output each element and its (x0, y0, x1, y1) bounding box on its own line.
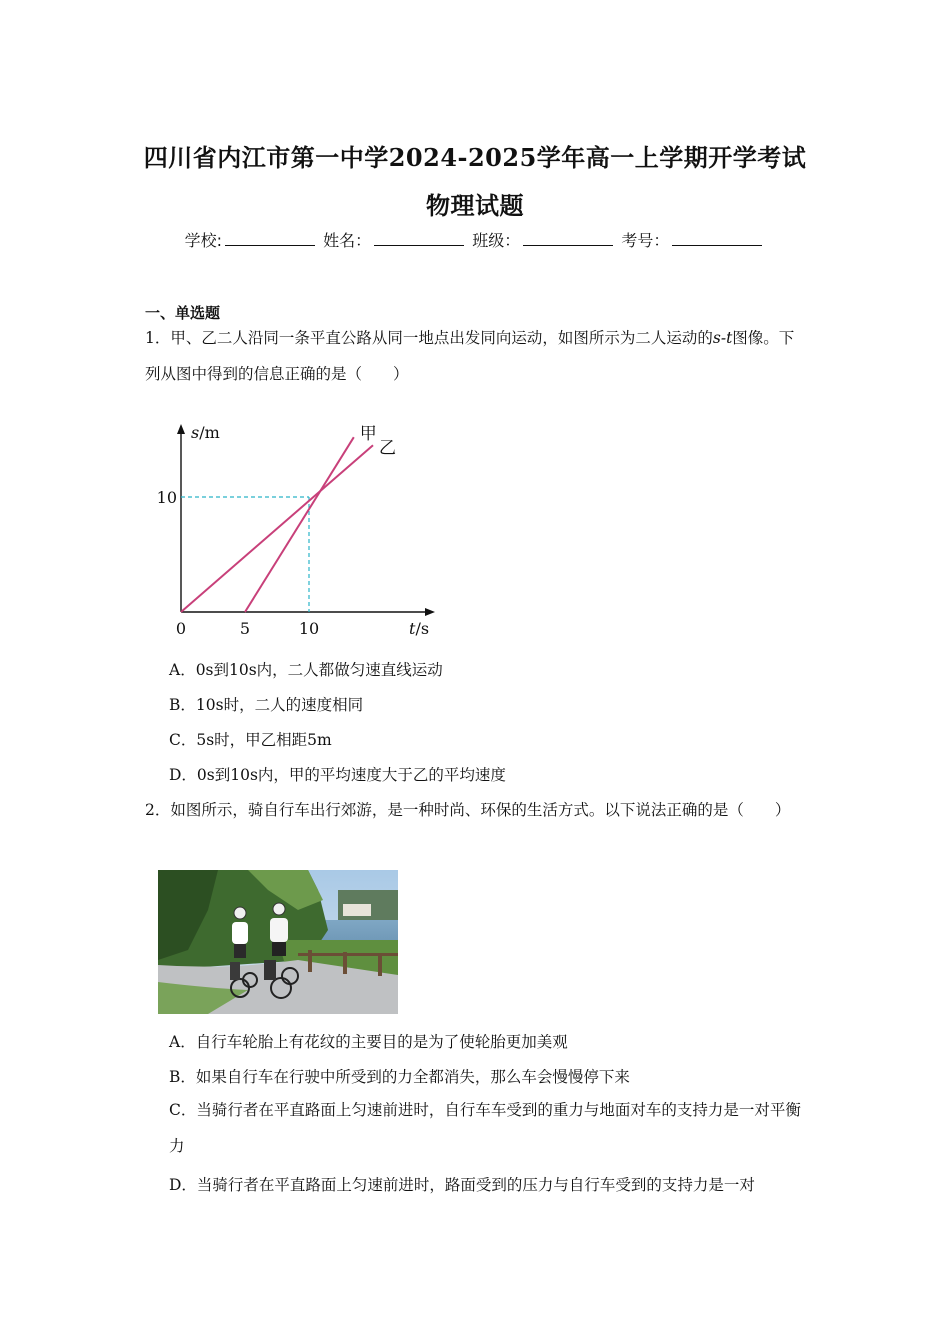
q2-option-d[interactable]: D．当骑行者在平直路面上匀速前进时，路面受到的压力与自行车受到的支持力是一对 (169, 1176, 755, 1194)
series-label-2: 乙 (379, 438, 396, 459)
school-blank (225, 231, 315, 246)
exam-title: 四川省内江市第一中学2024-2025学年高一上学期开学考试 (143, 143, 807, 172)
exam-number-blank (672, 231, 762, 246)
q2-option-a[interactable]: A．自行车轮胎上有花纹的主要目的是为了使轮胎更加美观 (169, 1033, 568, 1051)
section-title: 一、单选题 (145, 304, 221, 322)
st-graph (145, 398, 430, 648)
q1-option-b[interactable]: B．10s时，二人的速度相同 (169, 696, 364, 714)
q2-option-b[interactable]: B．如果自行车在行驶中所受到的力全都消失，那么车会慢慢停下来 (169, 1068, 630, 1086)
x-axis-label: t/s (409, 619, 430, 638)
exam-subtitle: 物理试题 (426, 191, 524, 220)
x-tick-label-2: 5 (239, 619, 251, 638)
question-2-text: 2．如图所示，骑自行车出行郊游，是一种时尚、环保的生活方式。以下说法正确的是（ ） (145, 801, 791, 819)
name-blank (374, 231, 464, 246)
q1-option-c[interactable]: C．5s时，甲乙相距5m (169, 731, 332, 749)
cycling-photo (158, 870, 398, 1014)
x-axis-arrow (425, 608, 435, 616)
cycling-photo-image (158, 870, 398, 1014)
q1-text-pre: 1．甲、乙二人沿同一条平直公路从同一地点出发同向运动，如图所示为二人运动的 (145, 329, 713, 347)
q1-text-post: 图像。下列从图中得到的信息正确的是（ ） (145, 329, 795, 383)
y-tick-label-1: 10 (156, 488, 177, 507)
series-line-2 (181, 445, 373, 612)
q1-option-a[interactable]: A．0s到10s内，二人都做匀速直线运动 (169, 661, 443, 679)
q2-option-c[interactable]: C．当骑行者在平直路面上匀速前进时，自行车车受到的重力与地面对车的支持力是一对平衡力 (169, 1101, 801, 1155)
series-line-1 (245, 437, 354, 612)
school-label: 学校: (184, 231, 223, 250)
series-label-1: 甲 (359, 424, 377, 445)
y-axis-arrow (177, 424, 185, 434)
class-blank (523, 231, 613, 246)
q1-option-d[interactable]: D．0s到10s内，甲的平均速度大于乙的平均速度 (169, 766, 506, 784)
exam-number-label: 考号： (621, 231, 670, 250)
class-label: 班级： (472, 231, 521, 250)
x-tick-label-3: 10 (298, 619, 320, 638)
name-label: 姓名： (323, 231, 372, 250)
q1-st-term: s-t (712, 329, 733, 347)
student-info-row (0, 228, 950, 251)
x-tick-label-1: 0 (175, 619, 187, 638)
question-1-text (145, 320, 805, 392)
y-axis-label: s/m (191, 423, 220, 442)
